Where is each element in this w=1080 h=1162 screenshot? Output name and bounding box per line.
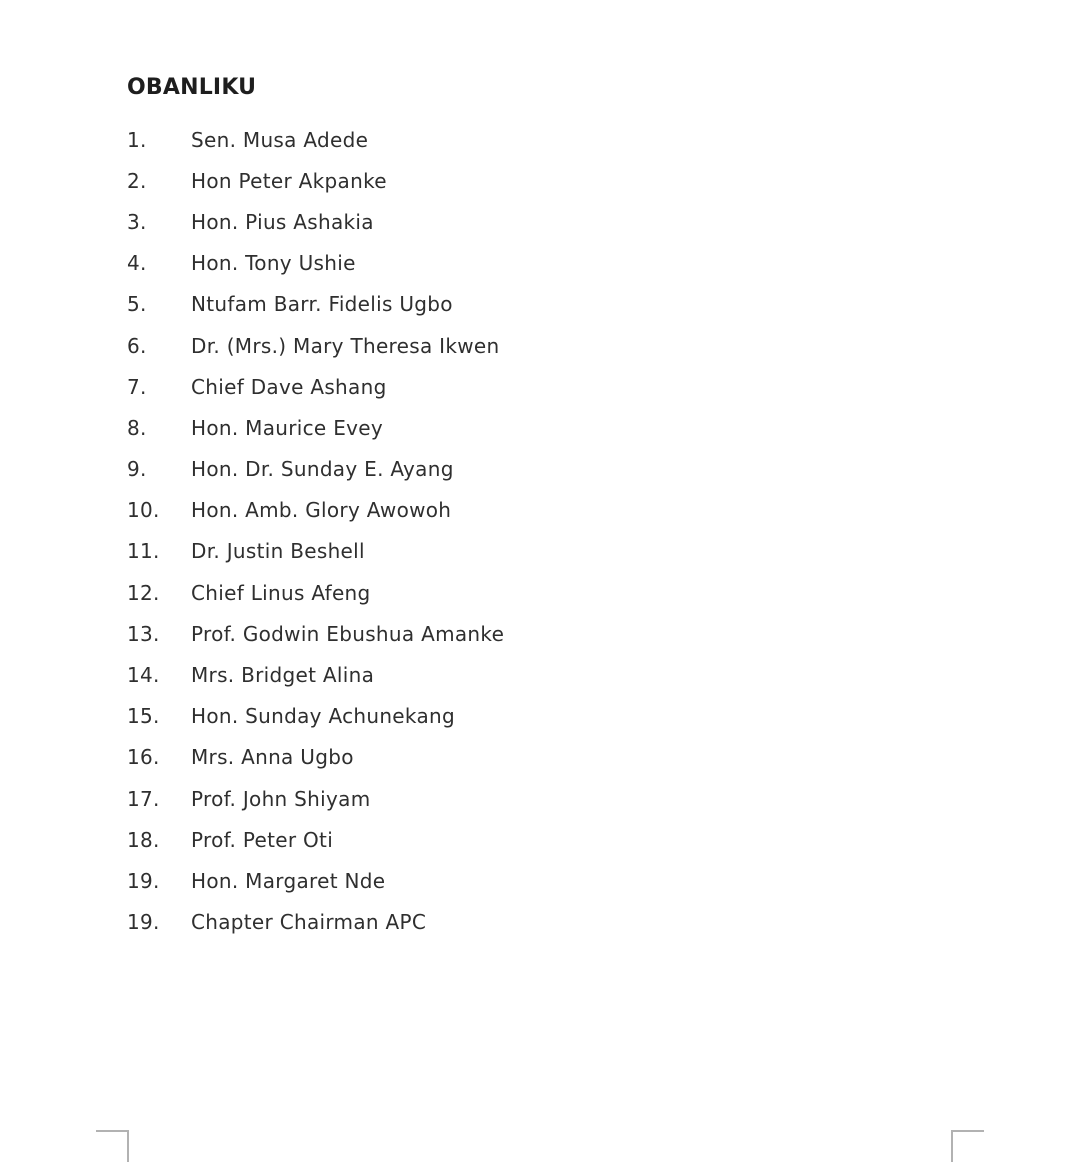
list-item: [127, 902, 504, 943]
list-item-text: Hon. Margaret Nde: [191, 868, 386, 893]
list-item: [127, 778, 504, 819]
list-item-number: 7.: [127, 374, 147, 399]
list-item: [127, 160, 504, 201]
list-item: [127, 572, 504, 613]
list-item: [127, 325, 504, 366]
list-item-number: 8.: [127, 415, 147, 440]
list-item: [127, 119, 504, 160]
list-item-text: Hon. Dr. Sunday E. Ayang: [191, 457, 454, 482]
list-item-text: Prof. Godwin Ebushua Amanke: [191, 621, 505, 646]
list-item-number: 4.: [127, 251, 147, 276]
page-boundary-corner-right: [951, 1130, 984, 1162]
list-item-text: Mrs. Anna Ugbo: [191, 745, 354, 770]
list-item-number: 6.: [127, 333, 147, 358]
list-item-number: 19.: [127, 910, 160, 935]
list-item-text: Hon. Tony Ushie: [191, 251, 356, 276]
list-item-text: Dr. (Mrs.) Mary Theresa Ikwen: [191, 333, 500, 358]
list-item-text: Mrs. Bridget Alina: [191, 663, 375, 688]
list-item-number: 10.: [127, 498, 160, 523]
list-item: [127, 201, 504, 242]
list-item-number: 17.: [127, 786, 160, 811]
list-item-text: Sen. Musa Adede: [191, 127, 369, 152]
list-item-number: 13.: [127, 621, 160, 646]
list-item-text: Dr. Justin Beshell: [191, 539, 365, 564]
list-item-number: 18.: [127, 827, 160, 852]
list-item: [127, 613, 504, 654]
list-item-text: Hon. Maurice Evey: [191, 415, 384, 440]
list-item: [127, 366, 504, 407]
member-list: [127, 119, 504, 943]
section-heading: OBANLIKU: [127, 75, 257, 100]
list-item-number: 1.: [127, 127, 147, 152]
list-item-text: Chapter Chairman APC: [191, 910, 427, 935]
list-item-number: 9.: [127, 457, 147, 482]
list-item-text: Hon. Amb. Glory Awowoh: [191, 498, 452, 523]
list-item: [127, 860, 504, 901]
list-item: [127, 737, 504, 778]
list-item: [127, 284, 504, 325]
list-item: [127, 243, 504, 284]
list-item: [127, 819, 504, 860]
document-page: [127, 75, 504, 943]
page-boundary-corner-left: [96, 1130, 129, 1162]
list-item: [127, 449, 504, 490]
list-item: [127, 531, 504, 572]
list-item-text: Prof. Peter Oti: [191, 827, 334, 852]
list-item-text: Chief Linus Afeng: [191, 580, 371, 605]
list-item: [127, 490, 504, 531]
list-item: [127, 696, 504, 737]
list-item-number: 19.: [127, 868, 160, 893]
list-item-number: 14.: [127, 663, 160, 688]
list-item-text: Hon. Sunday Achunekang: [191, 704, 455, 729]
list-item-number: 15.: [127, 704, 160, 729]
list-item: [127, 407, 504, 448]
list-item-text: Hon Peter Akpanke: [191, 168, 387, 193]
list-item-text: Chief Dave Ashang: [191, 374, 387, 399]
list-item: [127, 654, 504, 695]
list-item-number: 12.: [127, 580, 160, 605]
list-item-number: 3.: [127, 209, 147, 234]
list-item-text: Ntufam Barr. Fidelis Ugbo: [191, 292, 453, 317]
list-item-text: Hon. Pius Ashakia: [191, 209, 374, 234]
list-item-number: 2.: [127, 168, 147, 193]
list-item-text: Prof. John Shiyam: [191, 786, 371, 811]
list-item-number: 11.: [127, 539, 160, 564]
list-item-number: 5.: [127, 292, 147, 317]
list-item-number: 16.: [127, 745, 160, 770]
